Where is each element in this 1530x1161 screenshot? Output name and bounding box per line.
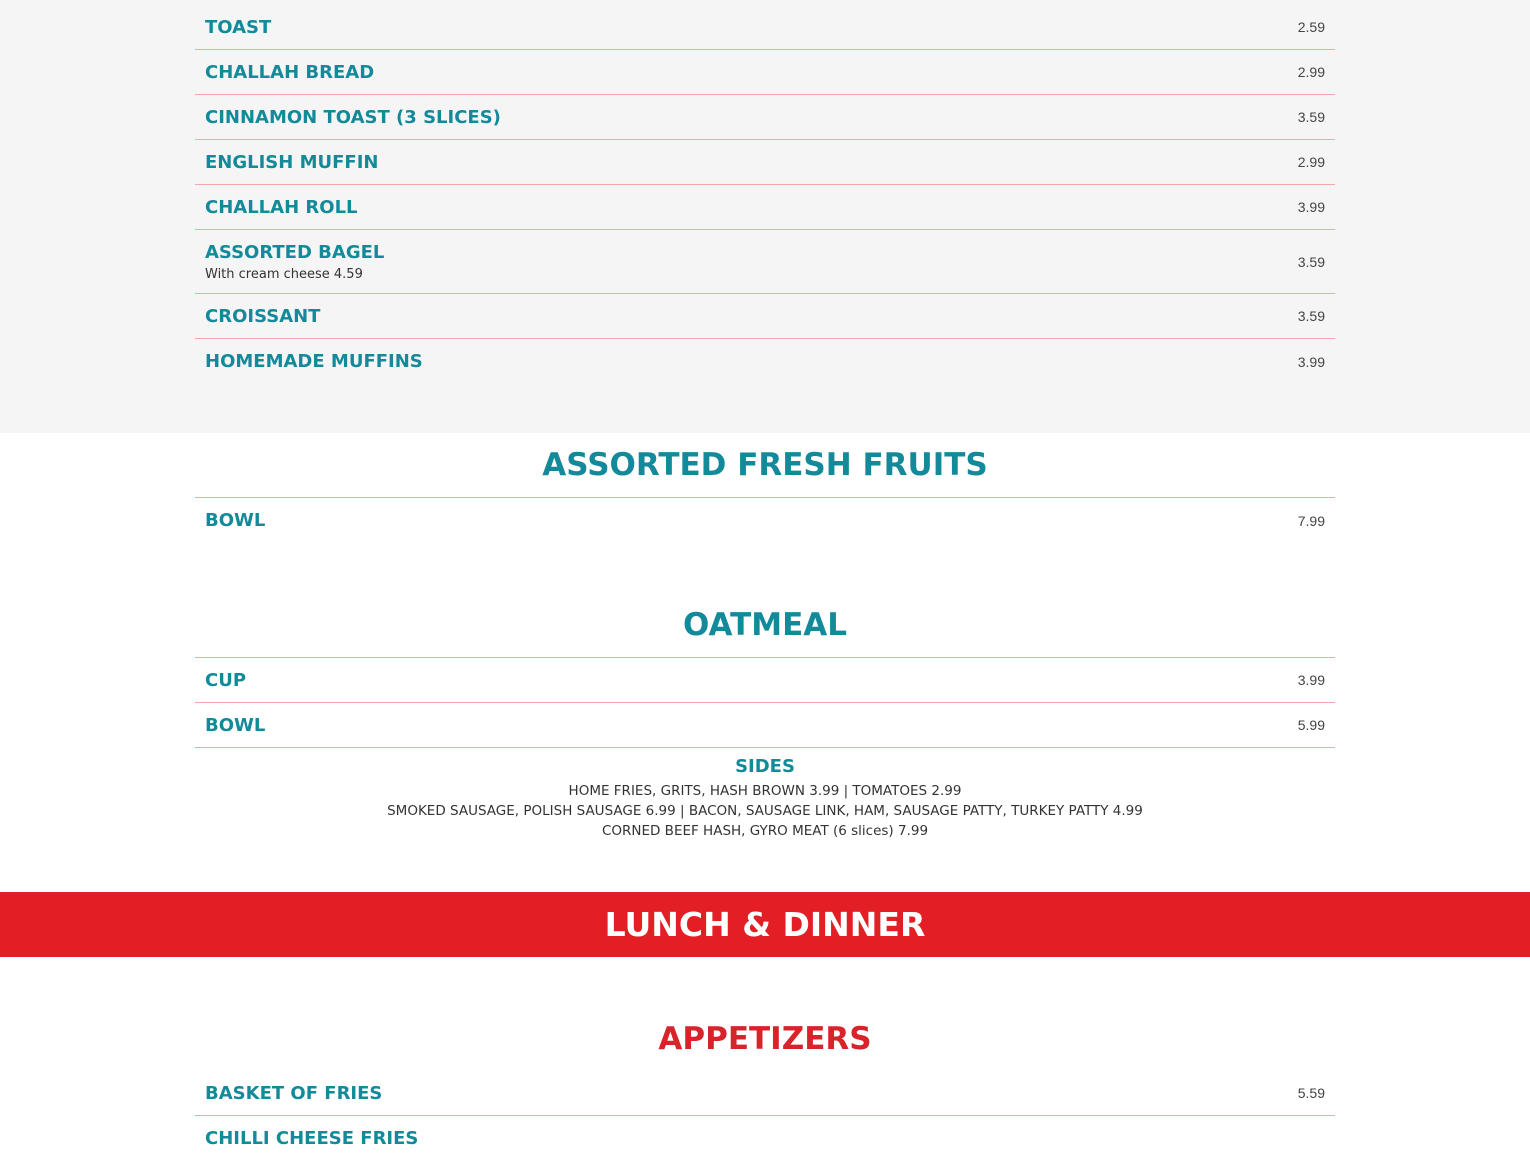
sides-line: CORNED BEEF HASH, GYRO MEAT (6 slices) 7.99 [601,823,929,839]
sides-block [195,748,1335,841]
banner-title: LUNCH & DINNER [604,905,926,944]
item-price: 2.99 [1297,64,1325,80]
menu-item [195,140,1335,185]
menu-item [195,703,1335,748]
breads-list [195,0,1335,384]
item-price: 3.99 [1297,199,1325,215]
item-name: TOAST [205,16,272,38]
item-price: 3.59 [1297,109,1325,125]
item-name: BOWL [205,510,266,531]
item-price: 2.99 [1297,154,1325,170]
item-price: 3.59 [1297,253,1325,270]
item-name: CUP [205,669,247,691]
menu-item [195,339,1335,384]
menu-item [195,5,1335,50]
appetizers-section [195,1007,1335,1161]
item-price: 3.59 [1297,308,1325,324]
menu-item [195,50,1335,95]
item-name: CHALLAH BREAD [205,61,375,83]
breads-section [0,0,1530,433]
section-title: OATMEAL [195,593,1335,658]
sides-line: HOME FRIES, GRITS, HASH BROWN 3.99 | TOMATOES 2.99 [568,783,962,799]
menu-item [195,95,1335,140]
menu-item [195,658,1335,703]
sides-title: SIDES [735,756,795,777]
menu-item [195,185,1335,230]
menu-item [195,294,1335,339]
item-price: 5.99 [1297,717,1325,733]
item-name: CHILLI CHEESE FRIES [205,1128,419,1149]
item-name: CROISSANT [205,305,321,327]
menu-item [195,498,1335,543]
item-price: 5.59 [1297,1085,1325,1101]
item-name: ASSORTED BAGEL [205,241,385,263]
item-description: With cream cheese 4.59 [205,266,363,282]
fruits-section [195,433,1335,543]
item-name: HOMEMADE MUFFINS [205,351,423,372]
section-title: APPETIZERS [658,1021,872,1057]
oatmeal-section [195,593,1335,841]
sides-line: SMOKED SAUSAGE, POLISH SAUSAGE 6.99 | BACON, SAUSAGE LINK, HAM, SAUSAGE PATTY, TURKEY PATTY 4.99 [387,803,1143,819]
item-price: 3.99 [1297,353,1325,370]
item-price: 2.59 [1297,19,1325,35]
menu-item [195,230,1335,294]
item-price: 7.99 [1297,512,1325,529]
menu-item [195,1071,1335,1116]
item-name: CINNAMON TOAST (3 SLICES) [205,106,501,128]
item-name: CHALLAH ROLL [205,196,358,218]
item-text [205,242,384,282]
section-title: ASSORTED FRESH FRUITS [195,433,1335,498]
item-name: BOWL [205,714,266,736]
item-name: BASKET OF FRIES [205,1082,383,1104]
item-price: 3.99 [1297,672,1325,688]
menu-item [195,1116,1335,1161]
lunch-dinner-banner [0,892,1530,957]
item-name: ENGLISH MUFFIN [205,151,379,173]
